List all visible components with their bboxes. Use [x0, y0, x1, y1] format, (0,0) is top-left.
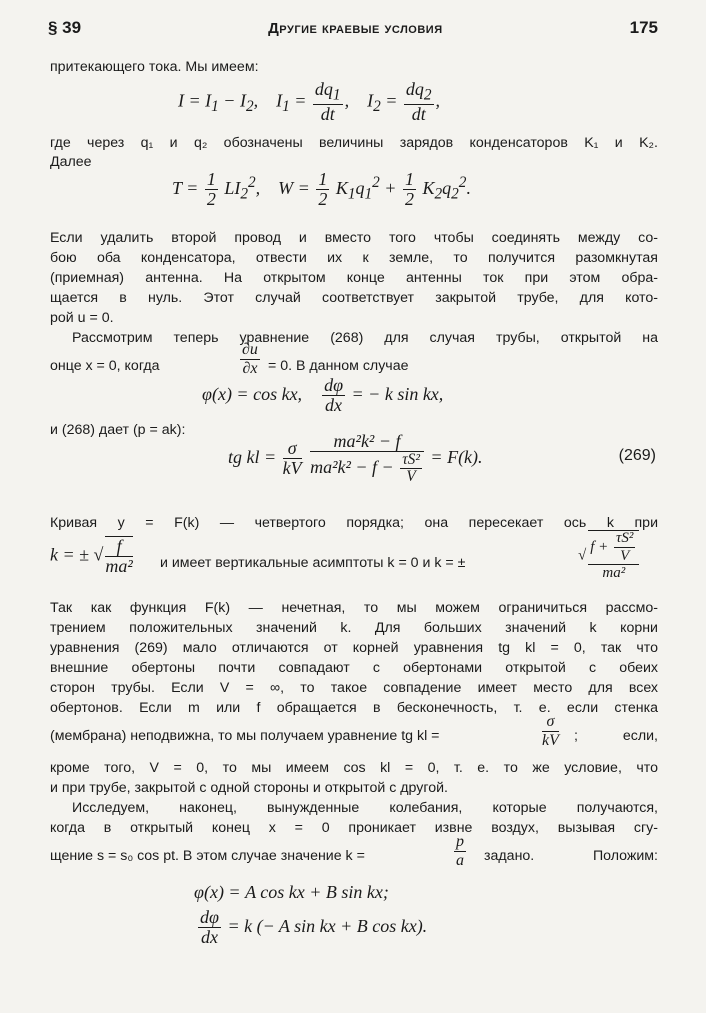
text-line: сторон трубы. Если V = ∞, то такое совпадение имеет место для всех	[50, 680, 658, 696]
equation-dphi-forced: $\frac{d\varphi}{dx}$ = k (− A sin kx + B cos kx).	[200, 907, 428, 947]
text-line: бою оба конденсатора, отвести их к земле, то получится разомкнутая	[50, 250, 658, 266]
text-line: внешние обертоны почти совпадают с обертонами открытой с обеих	[50, 660, 658, 676]
equation-269: tg kl = $\frac{\sigma}{kV}$ ma²k² − f ma²k² − f − $\frac{\text{τS²}}{V}$ = F(k).	[228, 431, 483, 485]
text-line: (приемная) антенна. На открытом конце антенны ток при этом обра-	[50, 270, 658, 286]
equation-root: k = ± √ $\frac{f}{\text{ma²}}$	[50, 536, 133, 576]
text-line: и (268) дает (p = ak):	[50, 422, 186, 438]
text-line: кроме того, V = 0, то мы имеем cos kl = 0, т. е. то же условие, что	[50, 760, 658, 776]
text-line: Рассмотрим теперь уравнение (268) для случая трубы, открытой на	[72, 330, 658, 346]
text-line: задано. Положим:	[484, 848, 658, 864]
text-line: (мембрана) неподвижна, то мы получаем уравнение tg kl =	[50, 728, 440, 744]
text-line: Так как функция F(k) — нечетная, то мы можем ограничиться рассмо-	[50, 600, 658, 616]
text-line: Исследуем, наконец, вынужденные колебания, которые получаются,	[72, 800, 658, 816]
text-line: и имеет вертикальные асимптоты k = 0 и k = ±	[160, 555, 466, 571]
text-line: ; если,	[574, 728, 658, 744]
equation-number: (269)	[618, 447, 656, 464]
equation-currents: $I = I_1 - I_2$, $I_1$ = $\frac{dq_1}{dt}$ , $I_2$ = $\frac{dq_2}{dt}$ ,	[178, 79, 441, 124]
text-line: обертонов. Если m или f обращается в бесконечность, т. е. если стенка	[50, 700, 658, 716]
equation-p-over-a: $\frac{p}{a}$	[456, 833, 464, 869]
equation-energies: T = $\frac{1}{2}$ $LI_2^2$, W = $\frac{1}{2}$ $K_1q_1^2$ + $\frac{1}{2}$ $K_2q_2^2$.	[172, 169, 471, 209]
running-title: Другие краевые условия	[268, 20, 443, 37]
text-line: притекающего тока. Мы имеем:	[50, 59, 259, 75]
equation-asymptote: √ f + $\frac{\text{τS²}}{V}$ ma²	[578, 530, 641, 582]
text-line: рой u = 0.	[50, 310, 114, 326]
text-line: и при трубе, закрытой с одной стороны и открытой с другой.	[50, 780, 448, 796]
equation-phi-forced: φ(x) = A cos kx + B sin kx;	[194, 882, 389, 902]
text-line: щается в нуль. Этот случай соответствует закрытой трубе, для кото-	[50, 290, 658, 306]
text-line: уравнения (269) мало отличаются от корней уравнения tg kl = 0, так что	[50, 640, 658, 656]
text-line: когда в открытый конец x = 0 проникает извне воздух, вызывая сгу-	[50, 820, 658, 836]
text-line: Далее	[50, 154, 92, 170]
text-line: Кривая y = F(k) — четвертого порядка; она пересекает ось k при	[50, 515, 658, 531]
equation-phi-open: φ(x) = cos kx, $\frac{d\varphi}{dx}$ = − k sin kx,	[202, 375, 444, 415]
equation-sigma-kv: $\frac{\sigma}{kV}$	[542, 713, 559, 749]
text-line: = 0. В данном случае	[268, 358, 409, 374]
text-line: где через q₁ и q₂ обозначены величины зарядов конденсаторов K₁ и K₂.	[50, 135, 658, 151]
page-number: 175	[629, 18, 658, 37]
equation-du-dx: $\frac{\partial u}{\partial x}$	[242, 341, 258, 377]
text-line: онце x = 0, когда	[50, 358, 160, 374]
text-line: Если удалить второй провод и вместо того чтобы соединять между со-	[50, 230, 658, 246]
page-header	[48, 18, 658, 46]
section-number: § 39	[48, 18, 82, 37]
text-line: щение s = s₀ cos pt. В этом случае значение k =	[50, 848, 365, 864]
text-line: трением положительных значений k. Для больших значений k корни	[50, 620, 658, 636]
